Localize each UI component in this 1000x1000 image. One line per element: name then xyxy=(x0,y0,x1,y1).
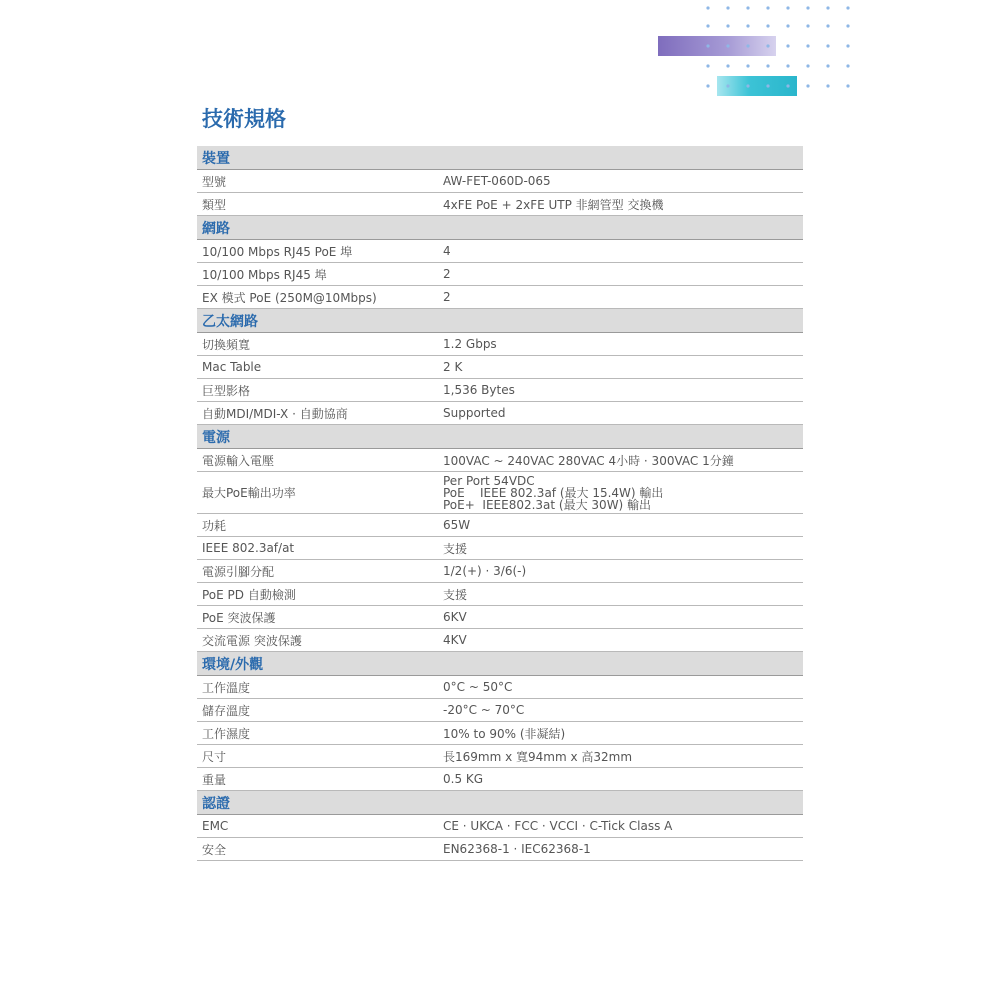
spec-value: 1/2(+) · 3/6(-) xyxy=(440,560,803,583)
spec-row xyxy=(197,263,803,286)
spec-row xyxy=(197,514,803,537)
decor-dot xyxy=(746,84,749,87)
decor-dot xyxy=(826,6,829,9)
decor-dot xyxy=(846,44,849,47)
spec-row xyxy=(197,193,803,216)
spec-value: 100VAC ~ 240VAC 280VAC 4小時 · 300VAC 1分鐘 xyxy=(440,449,803,472)
decor-dot xyxy=(846,6,849,9)
cyan-band xyxy=(717,76,797,96)
spec-value-line: PoE+ IEEE802.3at (最大 30W) 輸出 xyxy=(443,497,652,512)
spec-label: 10/100 Mbps RJ45 PoE 埠 xyxy=(197,240,440,263)
decor-dot xyxy=(806,64,809,67)
spec-value: 6KV xyxy=(440,606,803,629)
decor-dot xyxy=(846,24,849,27)
decor-dot xyxy=(786,6,789,9)
decor-dot xyxy=(726,84,729,87)
spec-label: 交流電源 突波保護 xyxy=(197,629,440,652)
decor-dot xyxy=(786,84,789,87)
decor-dot xyxy=(786,24,789,27)
decorative-header-graphic xyxy=(0,0,1000,110)
decor-dot xyxy=(746,44,749,47)
spec-value: 2 K xyxy=(440,356,803,379)
section-header xyxy=(197,216,803,240)
decor-dot xyxy=(806,84,809,87)
spec-value-line: PoE IEEE 802.3af (最大 15.4W) 輸出 xyxy=(443,485,664,500)
spec-value: 65W xyxy=(440,514,803,537)
decor-dot xyxy=(766,24,769,27)
spec-row xyxy=(197,699,803,722)
spec-label: Mac Table xyxy=(197,356,440,379)
spec-label: 工作溫度 xyxy=(197,676,440,699)
spec-value: Supported xyxy=(440,402,803,425)
spec-row xyxy=(197,745,803,768)
decor-dot xyxy=(806,44,809,47)
spec-value: 0°C ~ 50°C xyxy=(440,676,803,699)
dot-grid xyxy=(706,6,849,87)
spec-row xyxy=(197,583,803,606)
spec-value-line: Per Port 54VDC xyxy=(443,473,535,488)
spec-row xyxy=(197,286,803,309)
spec-value: -20°C ~ 70°C xyxy=(440,699,803,722)
section-title: 認證 xyxy=(197,791,803,815)
decor-dot xyxy=(746,6,749,9)
section-title: 電源 xyxy=(197,425,803,449)
decor-dot xyxy=(846,64,849,67)
spec-label: 工作濕度 xyxy=(197,722,440,745)
spec-row xyxy=(197,449,803,472)
spec-value: 10% to 90% (非凝結) xyxy=(440,722,803,745)
spec-label: 電源輸入電壓 xyxy=(197,449,440,472)
spec-value: 4KV xyxy=(440,629,803,652)
spec-label: 功耗 xyxy=(197,514,440,537)
spec-value xyxy=(440,472,803,514)
purple-band xyxy=(658,36,776,56)
spec-label: IEEE 802.3af/at xyxy=(197,537,440,560)
spec-row xyxy=(197,356,803,379)
decor-dot xyxy=(806,6,809,9)
spec-value: 2 xyxy=(440,263,803,286)
decor-dot xyxy=(706,24,709,27)
spec-label: 切換頻寬 xyxy=(197,333,440,356)
spec-row xyxy=(197,815,803,838)
decor-dot xyxy=(706,84,709,87)
spec-label: 最大PoE輸出功率 xyxy=(197,472,440,514)
section-header xyxy=(197,791,803,815)
spec-label: 類型 xyxy=(197,193,440,216)
spec-row xyxy=(197,676,803,699)
spec-row xyxy=(197,379,803,402)
decor-dot xyxy=(766,84,769,87)
spec-row xyxy=(197,629,803,652)
decor-dot xyxy=(706,6,709,9)
decor-dot xyxy=(766,64,769,67)
spec-value: AW-FET-060D-065 xyxy=(440,170,803,193)
decor-dot xyxy=(786,64,789,67)
spec-label: 10/100 Mbps RJ45 埠 xyxy=(197,263,440,286)
spec-value: EN62368-1 · IEC62368-1 xyxy=(440,838,803,861)
decor-dot xyxy=(726,24,729,27)
spec-value: CE · UKCA · FCC · VCCI · C-Tick Class A xyxy=(440,815,803,838)
decor-dot xyxy=(826,44,829,47)
spec-label: 型號 xyxy=(197,170,440,193)
decor-dot xyxy=(726,44,729,47)
section-title: 乙太網路 xyxy=(197,309,803,333)
decor-dot xyxy=(766,44,769,47)
section-header xyxy=(197,425,803,449)
spec-label: 電源引腳分配 xyxy=(197,560,440,583)
section-header xyxy=(197,146,803,170)
spec-row xyxy=(197,722,803,745)
decor-dot xyxy=(726,6,729,9)
decor-dot xyxy=(826,84,829,87)
decor-dot xyxy=(786,44,789,47)
spec-label: PoE PD 自動檢測 xyxy=(197,583,440,606)
spec-label: PoE 突波保護 xyxy=(197,606,440,629)
section-title: 環境/外觀 xyxy=(197,652,803,676)
decor-dot xyxy=(706,64,709,67)
spec-row xyxy=(197,333,803,356)
spec-value: 長169mm x 寬94mm x 高32mm xyxy=(440,745,803,768)
decor-dot xyxy=(746,24,749,27)
spec-label: 儲存溫度 xyxy=(197,699,440,722)
spec-row xyxy=(197,240,803,263)
spec-row xyxy=(197,606,803,629)
spec-value: 支援 xyxy=(440,583,803,606)
spec-label: EX 模式 PoE (250M@10Mbps) xyxy=(197,286,440,309)
spec-row xyxy=(197,838,803,861)
spec-row xyxy=(197,402,803,425)
spec-value: 1,536 Bytes xyxy=(440,379,803,402)
spec-value: 2 xyxy=(440,286,803,309)
decor-dot xyxy=(846,84,849,87)
section-header xyxy=(197,652,803,676)
spec-label: 自動MDI/MDI-X · 自動協商 xyxy=(197,402,440,425)
spec-label: EMC xyxy=(197,815,440,838)
decor-dot xyxy=(766,6,769,9)
decor-dot xyxy=(826,24,829,27)
spec-table xyxy=(197,146,803,861)
spec-label: 重量 xyxy=(197,768,440,791)
spec-row xyxy=(197,768,803,791)
section-title: 網路 xyxy=(197,216,803,240)
spec-value: 0.5 KG xyxy=(440,768,803,791)
decor-dot xyxy=(806,24,809,27)
section-title: 裝置 xyxy=(197,146,803,170)
spec-value: 1.2 Gbps xyxy=(440,333,803,356)
spec-label: 安全 xyxy=(197,838,440,861)
spec-row xyxy=(197,170,803,193)
decor-dot xyxy=(826,64,829,67)
spec-value: 4xFE PoE + 2xFE UTP 非網管型 交換機 xyxy=(440,193,803,216)
page-title: 技術規格 xyxy=(202,107,286,131)
spec-row xyxy=(197,537,803,560)
spec-row xyxy=(197,560,803,583)
section-header xyxy=(197,309,803,333)
spec-row xyxy=(197,472,803,514)
decor-dot xyxy=(726,64,729,67)
decor-dot xyxy=(746,64,749,67)
spec-label: 尺寸 xyxy=(197,745,440,768)
decor-dot xyxy=(706,44,709,47)
spec-value: 4 xyxy=(440,240,803,263)
spec-label: 巨型影格 xyxy=(197,379,440,402)
spec-value: 支援 xyxy=(440,537,803,560)
